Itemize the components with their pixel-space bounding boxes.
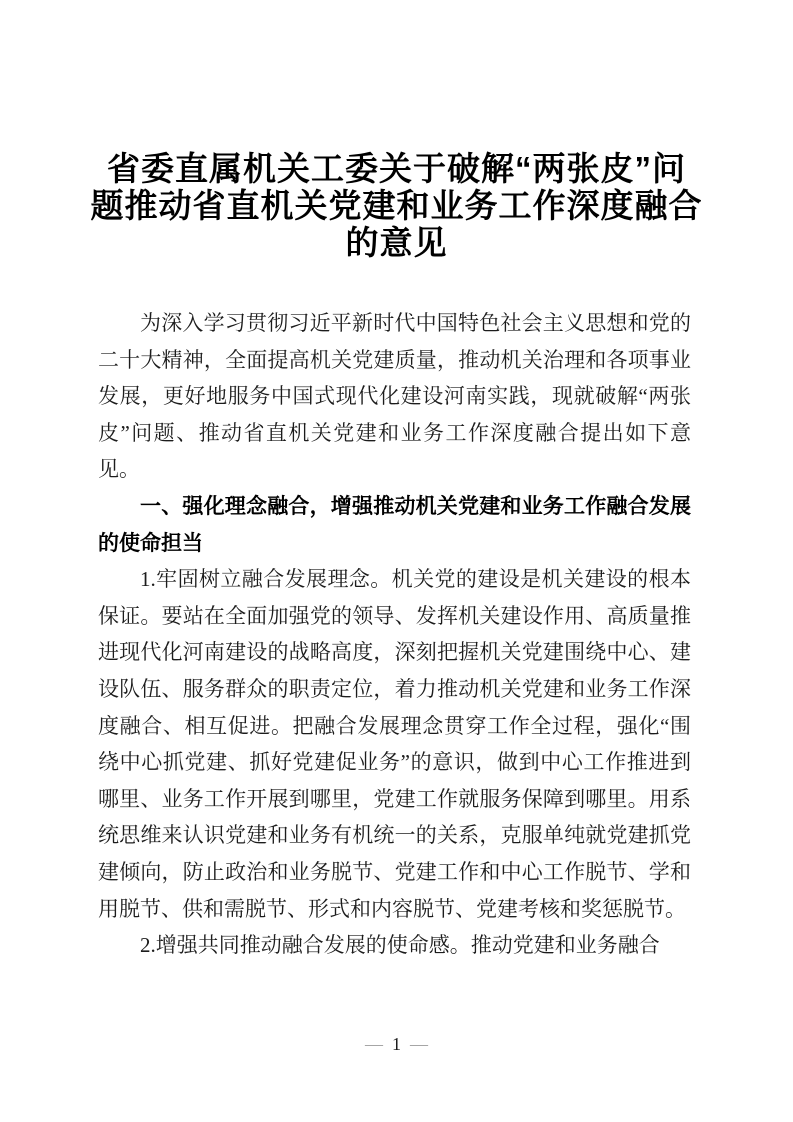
page-footer	[0, 1032, 793, 1056]
body-paragraph-2-truncated: 2.增强共同推动融合发展的使命感。推动党建和业务融合	[140, 933, 660, 958]
document-title-line-3: 的意见	[345, 224, 448, 261]
document-title	[47, 150, 746, 261]
page-number: 1	[392, 1034, 401, 1054]
footer-left-dash: —	[365, 1034, 383, 1054]
footer-right-dash: —	[410, 1034, 428, 1054]
intro-paragraph: 为深入学习贯彻习近平新时代中国特色社会主义思想和党的二十大精神，全面提高机关党建质量，推动机关治理和各项事业发展，更好地服务中国式现代化建设河南实践，现就破解“两张皮”问题、推动省直机关党建和业务工作深度融合提出如下意见。	[98, 311, 691, 482]
body-paragraph-1: 1.牢固树立融合发展理念。机关党的建设是机关建设的根本保证。要站在全面加强党的领导、发挥机关建设作用、高质量推进现代化河南建设的战略高度，深刻把握机关党建围绕中心、建设队伍、服务群众的职责定位，着力推动机关党建和业务工作深度融合、相互促进。把融合发展理念贯穿工作全过程，强化“围绕中心抓党建、抓好党建促业务”的意识，做到中心工作推进到哪里、业务工作开展到哪里，党建工作就服务保障到哪里。用系统思维来认识党建和业务有机统一的关系，克服单纯就党建抓党建倾向，防止政治和业务脱节、党建工作和中心工作脱节、学和用脱节、供和需脱节、形式和内容脱节、党建考核和奖惩脱节。	[98, 567, 691, 921]
document-body	[98, 305, 691, 964]
section-heading-1: 一、强化理念融合，增强推动机关党建和业务工作融合发展的使命担当	[98, 493, 691, 555]
document-title-line-2: 题推动省直机关党建和业务工作深度融合	[90, 187, 703, 224]
document-title-line-1: 省委直属机关工委关于破解“两张皮”问	[107, 150, 686, 187]
